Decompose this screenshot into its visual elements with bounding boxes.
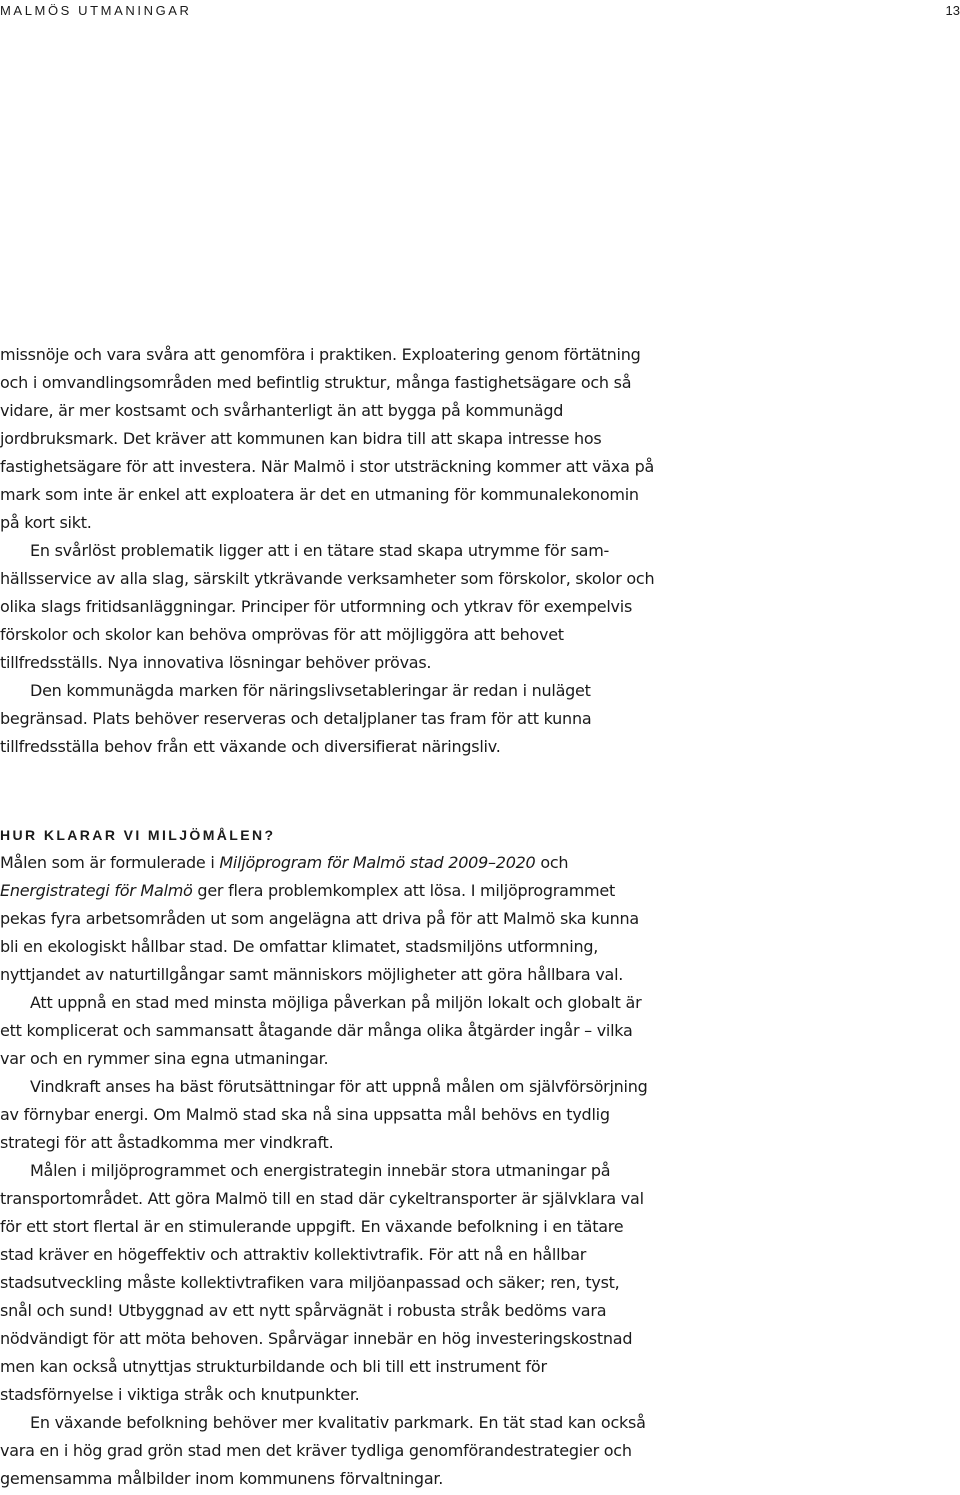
intro-text: Målen som är formulerade i: [0, 853, 220, 872]
section-body-continued: [0, 341, 655, 761]
paragraph: Målen i miljöprogrammet och energistrategin innebär stora utmaningar på transportområdet. Att göra Malmö till en stad där cykeltransporter är självklara val för ett stort flertal är en stimulerande uppgift. En växande befolkning i en tätare stad kräver en högeffektiv och attraktiv kollektivtrafik. För att nå en hållbar stadsutveckling måste kollektivtrafiken vara miljöanpassad och säker; ren, tyst, snål och sund! Utbyggnad av ett nytt spårvägnät i robusta stråk bedöms vara nödvändigt för att möta behoven. Spårvägar innebär en hög investeringskostnad men kan också utnyttjas strukturbildande och bli till ett instrument för stadsförnyelse i viktiga stråk och knutpunkter.: [0, 1161, 644, 1404]
document-title-energistrategi: Energistrategi för Malmö: [0, 881, 193, 900]
intro-text: ger flera problemkomplex att lösa. I miljöprogrammet pekas fyra arbetsområden ut som angelägna att driva på för att Malmö ska kunna bli en ekologiskt hållbar stad. De omfattar klimatet, stadsmiljöns utformning, nyttjandet av naturtillgångar samt människors möjligheter att göra hållbara val.: [0, 881, 639, 984]
paragraph: missnöje och vara svåra att genomföra i praktiken. Exploatering genom förtätning och i omvandlingsområden med befintlig struktur, många fastighetsägare och så vidare, är mer kostsamt och svårhanterligt än att bygga på kommunägd jordbruksmark. Det kräver att kommunen kan bidra till att skapa intresse hos fastighetsägare för att investera. När Malmö i stor utsträckning kommer att växa på mark som inte är enkel att exploatera är det en utmaning för kommunalekonomin på kort sikt.: [0, 345, 655, 532]
paragraph: En svårlöst problematik ligger att i en tätare stad skapa utrymme för samhällsservice av alla slag, särskilt ytkrävande verksamheter som förskolor, skolor och olika slags fritidsanläggningar. Principer för utformning och ytkrav för exempelvis förskolor och skolor kan behöva omprövas för att möjliggöra att behovet tillfredsställs. Nya innovativa lösningar behöver prövas.: [0, 541, 655, 672]
paragraph-intro: [0, 849, 655, 989]
section-environment-goals: [0, 822, 655, 1493]
section-heading: HUR KLARAR VI MILJÖMÅLEN?: [0, 827, 276, 843]
document-title-miljoprogram: Miljöprogram för Malmö stad 2009–2020: [219, 853, 536, 872]
running-header: [0, 3, 960, 23]
running-header-title: MALMÖS UTMANINGAR: [0, 3, 192, 18]
paragraph: Att uppnå en stad med minsta möjliga påverkan på miljön lokalt och globalt är ett komplicerat och sammansatt åtagande där många olika åtgärder ingår – vilka var och en rymmer sina egna utmaningar.: [0, 993, 642, 1068]
intro-text: och: [535, 853, 569, 872]
page-number: 13: [945, 3, 960, 18]
paragraph: En växande befolkning behöver mer kvalitativ parkmark. En tät stad kan också vara en i hög grad grön stad men det kräver tydliga genomförandestrategier och gemensamma målbilder inom kommunens förvaltningar.: [0, 1413, 646, 1488]
paragraph: Den kommunägda marken för näringslivsetableringar är redan i nuläget begränsad. Plats behöver reserveras och detaljplaner tas fram för att kunna tillfredsställa behov från ett växande och diversifierat näringsliv.: [0, 681, 592, 756]
paragraph: Vindkraft anses ha bäst förutsättningar för att uppnå målen om självförsörjning av förnybar energi. Om Malmö stad ska nå sina uppsatta mål behövs en tydlig strategi för att åstadkomma mer vindkraft.: [0, 1077, 648, 1152]
